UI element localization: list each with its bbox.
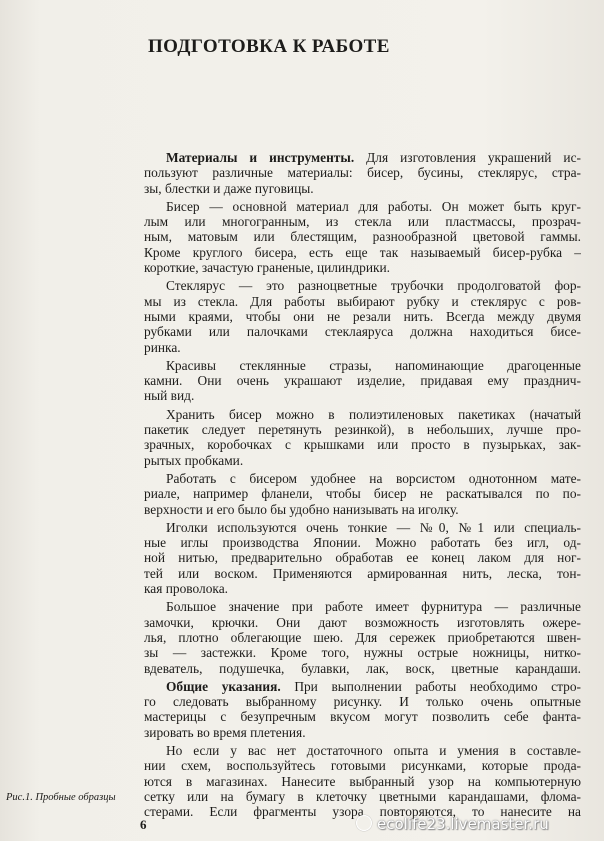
section-heading: Материалы и инструменты. bbox=[166, 150, 355, 165]
text-line bbox=[144, 550, 581, 565]
line-text: зрачных, коробочках с крышками или просто в пузырьках, зак- bbox=[144, 437, 581, 453]
text-line bbox=[144, 774, 581, 789]
line-text: Кроме круглого бисера, есть еще так называемый бисер-рубка – bbox=[144, 244, 581, 260]
text-line bbox=[144, 245, 581, 260]
text-line bbox=[144, 324, 581, 339]
line-text: ются в магазинах. Нанесите выбранный узор на компьютерную bbox=[144, 773, 581, 789]
section-heading: Общие указания. bbox=[166, 678, 281, 694]
line-text: тей или воском. Применяются армированная нить, леска, тон- bbox=[144, 565, 581, 581]
text-line bbox=[144, 566, 581, 581]
line-text: рубками или палочками стеклаяруса должна находиться бисе- bbox=[144, 324, 581, 340]
line-text: Стеклярус — это разноцветные трубочки продолговатой фор- bbox=[166, 278, 581, 294]
text-line bbox=[144, 725, 581, 740]
text-line bbox=[144, 309, 581, 324]
line-text: пользуют различные материалы: бисер, бусины, стеклярус, стра- bbox=[144, 165, 581, 181]
text-line bbox=[144, 471, 581, 486]
page-number: 6 bbox=[140, 817, 147, 832]
text-line bbox=[144, 599, 581, 614]
watermark-logo-icon bbox=[356, 815, 372, 831]
line-text: Но если у вас нет достаточного опыта и умения в составле- bbox=[166, 742, 581, 758]
text-line bbox=[144, 278, 581, 293]
text-line bbox=[144, 502, 581, 517]
text-line bbox=[144, 358, 581, 373]
line-text: зы, блестки и даже пуговицы. bbox=[144, 180, 314, 196]
text-line bbox=[144, 150, 581, 165]
line-text: го следовать выбранному рисунку. И только очень опытные bbox=[144, 694, 581, 710]
text-line bbox=[144, 294, 581, 309]
text-line bbox=[144, 789, 581, 804]
text-line bbox=[144, 199, 581, 214]
line-text: ными краями, чтобы они не резали нить. Всегда между двумя bbox=[144, 308, 581, 324]
line-text: Работать с бисером удобнее на ворсистом однотонном мате- bbox=[166, 470, 581, 486]
text-line bbox=[144, 373, 581, 388]
line-text: ным, матовым или блестящим, разнообразной цветовой гаммы. bbox=[144, 229, 581, 245]
line-text: вдеватель, подушечка, булавки, лак, воск, цветные карандаши. bbox=[144, 660, 581, 676]
line-text: зировать во время плетения. bbox=[144, 724, 306, 740]
text-line bbox=[144, 340, 581, 355]
line-text: нии схем, воспользуйтесь готовыми рисунками, которые прода- bbox=[144, 758, 581, 774]
text-line bbox=[144, 486, 581, 501]
text-line bbox=[144, 581, 581, 596]
line-text: ные иглы производства Японии. Можно работать без игл, од- bbox=[144, 535, 581, 551]
text-line bbox=[144, 645, 581, 660]
line-text: верхности и его было бы удобно нанизывать на иголку. bbox=[144, 501, 459, 517]
text-line bbox=[144, 453, 581, 468]
line-text: короткие, зачастую граненые, цилиндрики. bbox=[144, 260, 391, 276]
text-line bbox=[144, 535, 581, 550]
line-text: ный вид. bbox=[144, 388, 195, 404]
text-line bbox=[144, 388, 581, 403]
line-text: мастерицы с безупречным вкусом могут позволить себе фанта- bbox=[144, 709, 581, 725]
text-line bbox=[144, 407, 581, 422]
line-text: стерами. Если фрагменты узора повторяются, то нанесите на bbox=[144, 804, 581, 820]
text-line bbox=[144, 229, 581, 244]
line-text: Иголки используются очень тонкие — №0, №1 или специаль- bbox=[166, 519, 581, 535]
text-line bbox=[144, 437, 581, 452]
text-line bbox=[144, 709, 581, 724]
text-line bbox=[144, 758, 581, 773]
line-text: зы — застежки. Кроме того, нужны острые ножницы, нитко- bbox=[144, 645, 581, 661]
body-text bbox=[144, 150, 581, 819]
text-line bbox=[144, 181, 581, 196]
line-text: лья, плотно облегающие шею. Для сережек приобретаются швен- bbox=[144, 629, 581, 645]
watermark-text: ecolife23.livemaster.ru bbox=[377, 815, 549, 833]
text-line bbox=[144, 520, 581, 535]
line-text: Большое значение при работе имеет фурнитура — различные bbox=[166, 599, 581, 615]
text-line bbox=[144, 422, 581, 437]
text-line bbox=[144, 694, 581, 709]
text-line bbox=[144, 630, 581, 645]
text-line bbox=[144, 679, 581, 694]
line-text: Хранить бисер можно в полиэтиленовых пакетиках (начатый bbox=[166, 406, 581, 422]
text-line bbox=[144, 165, 581, 180]
text-line bbox=[144, 743, 581, 758]
text-line bbox=[144, 615, 581, 630]
line-text: кая проволока. bbox=[144, 581, 229, 597]
text-line bbox=[144, 260, 581, 275]
watermark bbox=[356, 815, 549, 833]
text-line bbox=[144, 661, 581, 676]
figure-caption: Рис.1. Пробные образцы bbox=[6, 792, 116, 803]
line-text: ринка. bbox=[144, 339, 181, 355]
text-line bbox=[144, 214, 581, 229]
line-text: риале, например фланели, чтобы бисер не раскатывался по по- bbox=[144, 486, 581, 502]
line-text: пакетик следует перетянуть резинкой), в небольших, лучше про- bbox=[144, 422, 581, 438]
line-text: мы из стекла. Для работы выбирают рубку и стеклярус с ров- bbox=[144, 293, 581, 309]
line-text: Красивы стеклянные стразы, напоминающие драгоценные bbox=[166, 357, 581, 373]
line-text: лым или многогранным, из стекла или пластмассы, прозрач- bbox=[144, 214, 581, 230]
line-text: Для изготовления украшений ис- bbox=[354, 150, 581, 165]
line-text: Бисер — основной материал для работы. Он может быть круг- bbox=[166, 198, 581, 214]
line-text: рытых пробками. bbox=[144, 452, 244, 468]
line-text: камни. Они очень украшают изделие, придавая ему празднич- bbox=[144, 373, 581, 389]
page-title: ПОДГОТОВКА К РАБОТЕ bbox=[148, 36, 390, 57]
line-text: При выполнении работы необходимо стро- bbox=[280, 678, 581, 694]
line-text: ной нитью, предварительно обработав ее конец лаком для ног- bbox=[144, 550, 581, 566]
line-text: сетку или на бумагу в клеточку цветными карандашами, флома- bbox=[144, 788, 581, 804]
line-text: замочки, крючки. Они дают возможность изготовлять ожере- bbox=[144, 614, 581, 630]
